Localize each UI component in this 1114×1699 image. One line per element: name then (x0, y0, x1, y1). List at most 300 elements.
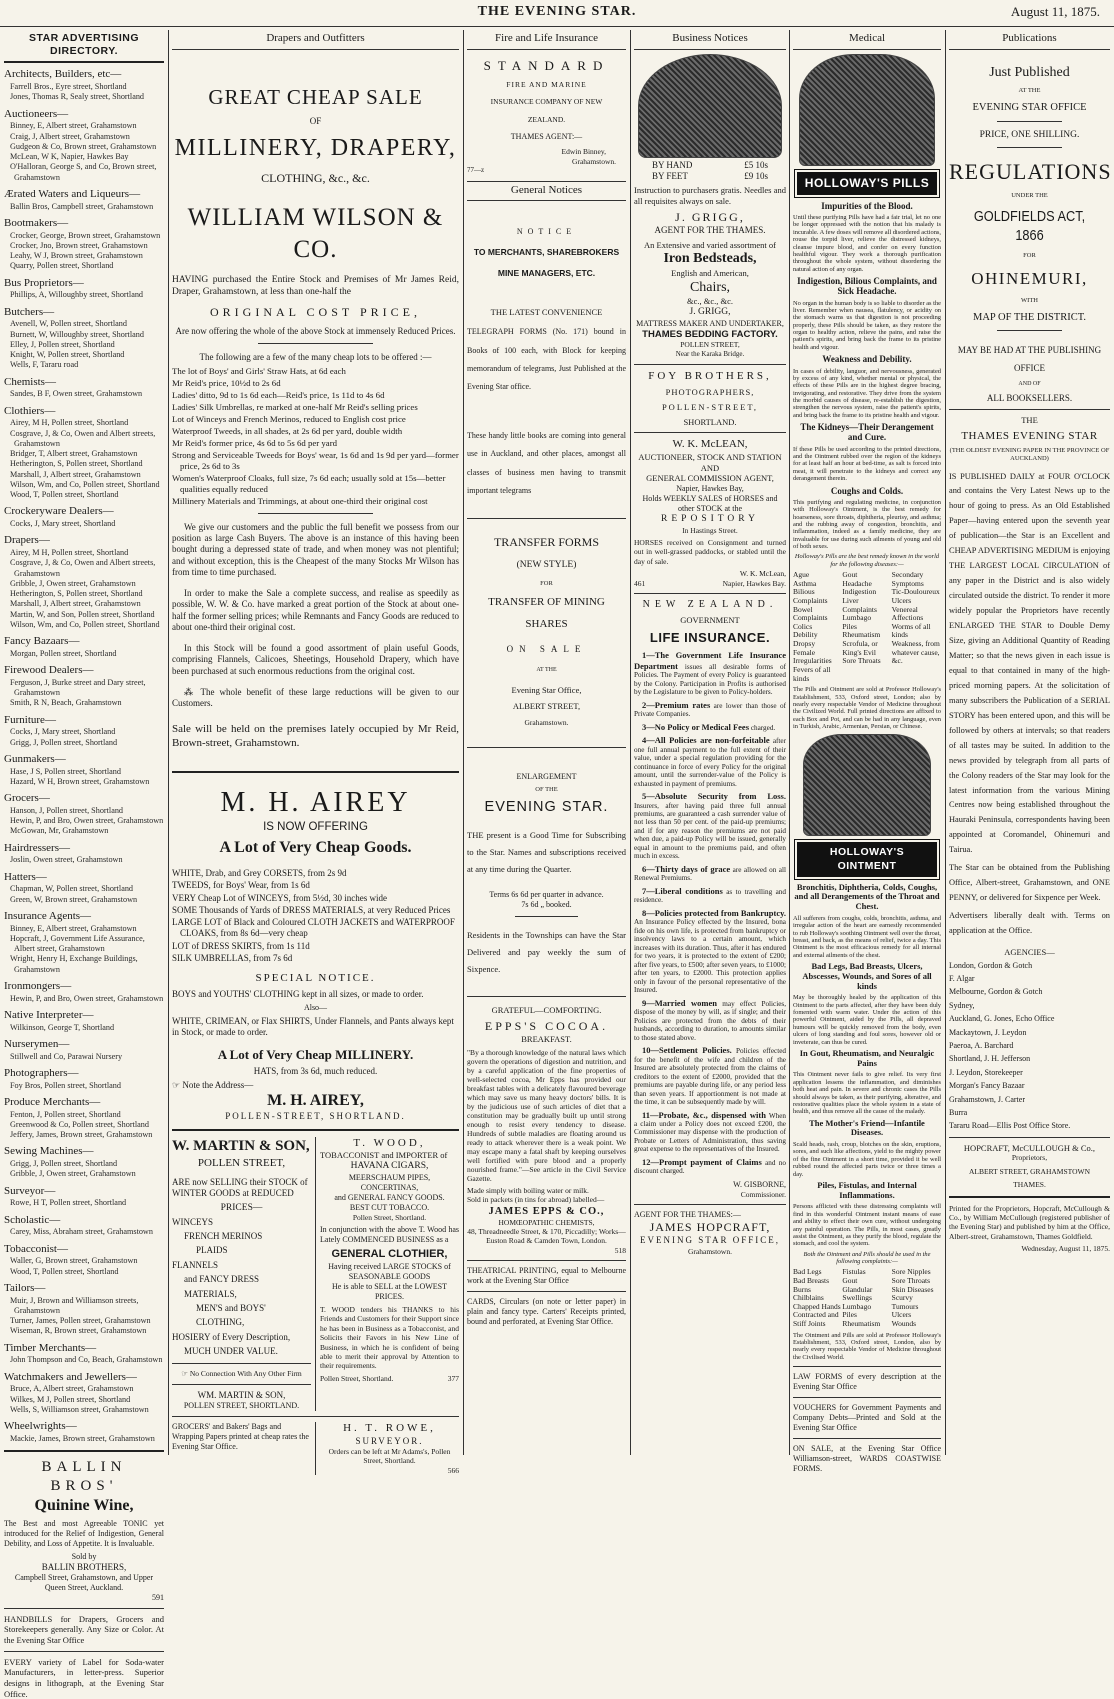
directory-entry: Leahy, W J, Brown street, Grahamstown (10, 251, 143, 260)
agent-address: Grahamstown. (572, 156, 616, 166)
advert-text: PHOTOGRAPHERS, (665, 387, 755, 398)
advert-text: BREAKFAST. (521, 1034, 572, 1045)
advert-text: OF THE (535, 786, 558, 794)
directory-entry: Rowe, H T, Pollen street, Shortland (10, 1198, 127, 1208)
medical-column (793, 30, 942, 1474)
advert-text: AGENT FOR THE THAMES:— (634, 1210, 741, 1220)
disease-item: Lumbago (842, 613, 872, 623)
policy-heading: 2—Premium rates (642, 699, 711, 710)
sewing-machine-advert (634, 54, 786, 207)
advert-text: AT THE (536, 667, 557, 674)
wards-forms-advert: ON SALE, at the Evening Star Office Williamson-street, WARDS COASTWISE FORMS. (793, 1444, 941, 1474)
policy-item (634, 700, 786, 719)
policy-text: as to travelling and residence. (634, 887, 786, 905)
advert-text: 7s 6d „ booked. (521, 899, 572, 909)
advert-text: T. WOOD tenders his THANKS to his Friends and Customers for their Support since he has been in Business as a Tobacconist, and Solicits their Favors in his New Line of Business, in which he is confident of being able to merit their approval by Attention to their requirements. (320, 1305, 459, 1371)
advert-title: SPECIAL NOTICE. (255, 972, 376, 985)
policy-text: may effect Policies, dispose of the money by will, as if single; and their Policies are protected from the debts of their husbands, according to duration, to amounts similar to those stated above. (634, 999, 787, 1042)
advert-text: Both the Ointment and Pills should be used in the following complaints:— (803, 1250, 931, 1265)
policy-text: Insurers, after having paid three full annual premiums, are guaranteed a cash surrender value of not less than 50 per cent. of the paid-up premiums; and if for any reason the premiums are not paid when due, a paid-up Policy will be issued, generally equal in amount to the premiums paid, and often much in excess. (634, 801, 786, 861)
advert-text: &c., &c., &c. (686, 296, 734, 306)
disease-item: Chapped Hands (793, 1301, 841, 1311)
advert-text: HORSES received on Consignment and turned out in well-grassed paddocks, or stabled until the day of sale. (634, 538, 786, 566)
directory-entry: Wilkes, M J, Pollen street, Shortland (10, 1394, 131, 1404)
advert-text: MATTRESS MAKER AND UNDERTAKER, (636, 318, 784, 328)
advert-text: UNDER THE (1011, 191, 1048, 199)
advert-title: THAMES BEDDING FACTORY. (642, 328, 778, 340)
advert-title: BALLIN BROS' (41, 1459, 127, 1494)
disease-item: Bilious Complaints (793, 587, 828, 605)
directory-entry: Hanson, J, Pollen street, Shortland (10, 805, 124, 815)
advert-text: The Star can be obtained from the Publishing Office, Albert-street, Grahamstown, and ONE PENNY, or delivered for Sixpence per Week. (949, 863, 1110, 903)
directory-category: Sewing Machines— (4, 1145, 94, 1158)
policy-item (634, 908, 786, 995)
column-rule (789, 30, 790, 1455)
advert-text: BOYS and YOUTHS' CLOTHING kept in all sizes, or made to order. (172, 988, 424, 999)
advert-text: ☞ No Connection With Any Other Firm (181, 1369, 302, 1379)
firm-name: J. GRIGG, (689, 306, 731, 317)
signature-title: Commissioner. (740, 1189, 786, 1199)
agencies-list (949, 961, 1110, 1132)
agency-item: Burra (949, 1107, 968, 1117)
directory-category: Scholastic— (4, 1213, 61, 1226)
advert-text: AT THE (1018, 87, 1041, 95)
disease-item: Lumbago (842, 1301, 872, 1311)
agency-item: Grahamstown, J. Carter (949, 1094, 1025, 1104)
firm-address: 48, Threadneedle Street, & 170, Piccadilly; Works—Euston Road & Camden Town, London. (467, 1227, 626, 1246)
advert-text: GENERAL COMMISSION AGENT, (646, 473, 774, 484)
directory-entry: Craig, J, Albert street, Grahamstown (10, 131, 130, 141)
disease-item: Colics (793, 621, 813, 631)
advert-title: A Lot of Very Cheap MILLINERY. (217, 1046, 414, 1062)
advert-text: Having received LARGE STOCKS of SEASONABLE GOODS (328, 1262, 451, 1282)
advert-text: The Best and most Agreeable TONIC yet introduced for the Relief of Indigestion, General Debility, and Loss of Appetite. It is Invaluable. (4, 1518, 164, 1548)
disease-item: Piles (842, 621, 857, 631)
policy-heading: 9—Married women (642, 997, 718, 1008)
agency-item: F. Algar (949, 974, 975, 984)
directory-category: Ærated Waters and Liqueurs— (4, 187, 141, 200)
goods-list-item: and FANCY DRESS MATERIALS, (184, 1274, 260, 1299)
directory-entry: Binney, E, Albert street, Grahamstown (10, 923, 137, 933)
advert-title: ENLARGEMENT (516, 772, 577, 782)
advert-title: GRATEFUL—COMFORTING. (491, 1004, 602, 1015)
proprietors-address: ALBERT STREET, GRAHAMSTOWN (968, 1166, 1090, 1176)
disease-item: Ague (793, 570, 810, 580)
complaint-list (793, 1268, 941, 1328)
martin-advert (172, 1137, 316, 1411)
disease-item: Venereal Affections (891, 604, 924, 623)
directory-category: Gunmakers— (4, 752, 66, 765)
directory-entry: Crocker, George, Brown street, Grahamstown (10, 230, 161, 240)
section-heading: Impurities of the Blood. (821, 200, 913, 211)
directory-category: Watchmakers and Jewellers— (4, 1370, 137, 1383)
drapers-column (172, 30, 459, 1475)
agency-item: J. Leydon, Storekeeper (949, 1067, 1023, 1077)
disease-item: Dropsy (793, 639, 816, 649)
holloway-crest-engraving (799, 54, 935, 166)
directory-entry: Wiseman, R, Brown street, Grahamstown (10, 1326, 147, 1336)
thames-evening-star-advert (949, 415, 1110, 1132)
advert-text: WHITE, CRIMEAN, or Flax SHIRTS, Under Flannels, and Pants always kept in Stock, or made to order. (172, 1016, 454, 1038)
directory-entry: Grigg, J, Pollen street, Shortland (10, 737, 118, 747)
advert-text: HATS, from 3s 6d, much reduced. (253, 1065, 378, 1076)
policy-heading: 7—Liberal conditions (642, 885, 723, 896)
directory-entry: Hetherington, S, Pollen street, Shortland (10, 459, 143, 469)
policy-heading: 6—Thirty days of grace (642, 863, 731, 874)
directory-entry: Farrell Bros., Eyre street, Shortland (10, 82, 127, 91)
directory-entry: Cosgrave, J, & Co, Owen and Albert streets, Grahamstown (10, 558, 156, 578)
directory-category: Bootmakers— (4, 216, 69, 229)
mclean-advert (634, 438, 786, 588)
goods-list-item: LOT of DRESS SKIRTS, from 1s 11d (172, 940, 310, 951)
advert-text: ALBERT STREET, (512, 701, 581, 712)
advert-text: HOMŒOPATHIC CHEMISTS, (498, 1217, 595, 1227)
disease-item: Fevers of all kinds (793, 664, 831, 683)
advert-text: Made simply with boiling water or milk. (467, 1185, 589, 1195)
policy-text: are lower than those of Private Companies. (634, 701, 786, 719)
product-name: Quinine Wine, (34, 1496, 134, 1514)
advert-text: HAVANA CIGARS, (350, 1161, 429, 1172)
directory-entry: McGowan, Mr, Grahamstown (10, 826, 109, 836)
directory-entry: Greenwood & Co, Pollen street, Shortland (10, 1119, 149, 1129)
advert-title: TO MERCHANTS, SHAREBROKERS (473, 247, 620, 258)
directory-column (4, 30, 164, 1699)
directory-category: Tobacconist— (4, 1242, 68, 1255)
disease-item: Piles (842, 1310, 857, 1320)
directory-category: Architects, Builders, etc— (4, 68, 122, 81)
directory-category: Butchers— (4, 305, 55, 318)
firm-name: WILLIAM WILSON & CO. (187, 204, 444, 263)
price-list-item: Mr Reid's former price, 4s 6d to 5s 6d per yard (172, 437, 338, 448)
directory-category: Grocers— (4, 792, 50, 804)
advert-title: GENERAL CLOTHIER, (331, 1248, 448, 1261)
telegraph-forms-notice (467, 227, 626, 500)
disease-item: Weakness, from whatever cause, &c. (891, 639, 940, 666)
advert-text: SURVEYOR. (355, 1435, 424, 1446)
two-column-adverts-bottom (172, 1422, 459, 1475)
holloways-pills-advert (793, 201, 941, 731)
disease-item: Fistulas (842, 1267, 866, 1277)
firm-name: W. K. McLEAN, (672, 438, 748, 451)
advert-text: All sufferers from coughs, colds, bronchitis, asthma, and irregular action of the heart are earnestly recommended to rub Holloway's soothing Ointment well over the throat, breast, and back, as the means of relief, twice a day. This Ointment is the most efficacious remedy for all internal and external ailments of the chest. (793, 914, 941, 959)
goods-list-item: SOME Thousands of Yards of DRESS MATERIALS, at very Reduced Prices (172, 904, 451, 915)
directory-entry: Martin, W, and Son, Pollen street, Shortland (10, 609, 155, 619)
directory-entry: Gudgeon & Co, Brown street, Grahamstown (10, 141, 157, 151)
proprietors-address: THAMES. (1013, 1180, 1046, 1190)
directory-entry: Hopcraft, J, Government Life Assurance, Albert street, Grahamstown (10, 933, 145, 953)
directory-entry: Wells, F, Tararu road (10, 360, 79, 370)
holloways-ointment-advert (793, 883, 941, 1362)
standard-insurance-advert (467, 58, 626, 175)
directory-entry: O'Halloran, George S, and Co, Brown street, Grahamstown (10, 162, 157, 182)
advert-text: Proprietors, (1011, 1153, 1048, 1163)
directory-category: Native Interpreter— (4, 1008, 94, 1021)
disease-item: Scurvy (891, 1293, 913, 1303)
advert-title: NOTICE (516, 227, 577, 237)
price-row (634, 160, 786, 171)
directory-entry: Knight, W, Pollen street, Shortland (10, 350, 125, 359)
advert-text: TELEGRAPH FORMS (No. 171) bound in Books of 100 each, with Block for keeping memorandum of telegrams, Just Published at the Evening Star office. (467, 327, 626, 392)
advert-title: MILLINERY, DRAPERY, (174, 135, 457, 162)
goods-list (172, 868, 459, 964)
advert-text: In this Stock will be found a good assortment of plain useful Goods, comprising Flannels, Calicoes, Sheetings, Household Drapery, which have been purchased at such enormous reductions from the original cost. (172, 643, 459, 676)
advert-number: 591 (152, 1592, 164, 1602)
goods-list-item: FLANNELS (172, 1259, 219, 1270)
directory-entry: John Thompson and Co, Beach, Grahamstown (10, 1355, 163, 1365)
advert-text: NEW ZEALAND. (642, 598, 778, 610)
column-heading: Fire and Life Insurance (467, 30, 626, 50)
regulations-advert (949, 64, 1110, 404)
section-heading: Coughs and Colds. (830, 485, 904, 496)
advert-title: MINE MANAGERS, ETC. (497, 268, 596, 278)
advert-text: Sold by (71, 1551, 97, 1561)
section-heading: The Mother's Friend—Infantile Diseases. (809, 1117, 925, 1138)
directory-entry: Carey, Miss, Abraham street, Grahamstown (10, 1227, 153, 1237)
holloways-pills-banner: HOLLOWAY'S PILLS (797, 172, 937, 195)
price-list-item: The lot of Boys' and Girls' Straw Hats, at 6d each (172, 366, 346, 376)
goods-list-item: FRENCH MERINOS (184, 1230, 263, 1241)
advert-text: ALL BOOKSELLERS. (986, 392, 1073, 403)
advert-text: In conjunction with the above T. Wood has Lately COMMENCED BUSINESS as a (320, 1225, 459, 1245)
firm-address: POLLEN-STREET, SHORTLAND. (225, 1111, 406, 1122)
disease-item: Bowel Complaints (793, 604, 828, 623)
agency-item: Auckland, G. Jones, Echo Office (949, 1014, 1055, 1024)
advert-text: Persons afflicted with these distressing complaints will find in this wonderful Ointment instant means of ease and ability to effect their own cure, without undergoing any painful operation. The Pills, in most cases, greatly assist the Ointment, as they purify the blood, regulate the stomach, and cool the system. (793, 1203, 941, 1248)
firm-name: J. GRIGG, (675, 209, 745, 224)
price-list-item: Lot of Winceys and French Merinos, reduced to English cost price (172, 413, 406, 424)
directory-category: Crockeryware Dealers— (4, 505, 114, 518)
policy-item (634, 1110, 786, 1154)
advert-text: MEERSCHAUM PIPES, CONCERTINAS, (348, 1172, 431, 1192)
policy-heading: 4—All Policies are non-forfeitable (642, 735, 770, 746)
policy-list (634, 650, 786, 1176)
advert-text: Sale will be held on the premises lately occupied by Mr Reid, Brown-street, Grahamstown. (172, 723, 459, 750)
advert-text: Scald heads, rash, croup, blotches on the skin, eruptions, sores, and such like affections, yield to the mighty power of the fine Ointment in a short time, provided it be well rubbed round the affected parts twice or three times a day. (793, 1141, 941, 1178)
policy-item (634, 1157, 786, 1176)
price-list (172, 366, 459, 507)
labels-advert: EVERY variety of Label for Soda-water Manufacturers, in letter-press. Superior designs in lithograph, at the Evening Star Office. (4, 1656, 164, 1699)
holloways-ointment-banner: HOLLOWAY'S OINTMENT (797, 842, 937, 876)
advert-title: REPOSITORY (661, 513, 759, 524)
price-row (634, 171, 786, 182)
grigg-advert (634, 210, 786, 359)
policy-heading: 3—No Policy or Medical Fees (642, 721, 750, 732)
disease-item: Tumours (891, 1301, 919, 1311)
directory-entry: Foy Bros, Pollen street, Shortland (10, 1080, 121, 1090)
column-heading: Drapers and Outfitters (172, 30, 459, 50)
agency-item: Mackaytown, J. Leydon (949, 1027, 1027, 1037)
goods-list-item: VERY Cheap Lot of WINCEYS, from 5½d, 30 inches wide (172, 892, 387, 903)
advert-text: GOVERNMENT (680, 615, 740, 626)
advert-text: ON SALE (506, 643, 587, 654)
firm-address: Pollen Street, Shortland. (320, 1373, 394, 1383)
advert-text: Terms 6s 6d per quarter in advance. (489, 889, 604, 899)
advert-text: In Hastings Street. (682, 525, 738, 535)
directory-entry: Chapman, W, Pollen street, Shortland (10, 884, 134, 894)
column-rule (630, 30, 631, 1455)
agencies-heading: AGENCIES— (1004, 947, 1055, 958)
firm-name: M. H. AIREY (220, 786, 411, 818)
advert-text: Are now offering the whole of the above Stock at immensely Reduced Prices. (175, 325, 456, 336)
masthead (0, 0, 1114, 27)
directory-entry: Gribble, J, Owen street, Grahamstown (10, 578, 136, 588)
policy-heading: 11—Probate, &c., dispensed with (642, 1109, 766, 1120)
price-list-item: Millinery Materials and Trimmings, at about one-third their original cost (172, 495, 428, 506)
advert-text: Also— (303, 1003, 328, 1013)
agency-item: Morgan's Fancy Bazaar (949, 1081, 1025, 1091)
directory-category: Clothiers— (4, 404, 56, 417)
directory-entry: Hewin, P, and Bro, Owen street, Grahamstown (10, 993, 164, 1003)
directory-entry: Marshall, J, Albert street, Grahamstown (10, 599, 141, 609)
price-list-item: Waterproof Tweeds, in all shades, at 2s 6d per yard, double width (172, 425, 403, 436)
disease-item: Female Irregularities (793, 647, 832, 666)
advert-number: 77—z (467, 165, 485, 174)
directory-entry: Waller, G, Brown street, Grahamstown (10, 1256, 138, 1266)
directory-category: Chemists— (4, 375, 56, 388)
directory-entry: Marshall, J, Albert street, Grahamstown (10, 469, 141, 479)
policy-heading: 5—Absolute Security from Loss. (642, 791, 786, 802)
firm-name: FOY BROTHERS, (648, 369, 772, 382)
policy-item (634, 864, 786, 883)
directory-entry: Grigg, J, Pollen street, Shortland (10, 1159, 118, 1168)
advert-text: AND OF (1018, 381, 1041, 388)
directory-entry: Airey, M H, Pollen street, Shortland (10, 418, 129, 428)
disease-item: Secondary Symptoms (891, 570, 924, 588)
directory-category: Surveyor— (4, 1184, 56, 1197)
advert-text: We give our customers and the public the full benefit we possess from our position as large Cash Buyers. The above is an instance of this having been bought during a depressed state of trade, and when money was not plentiful; and without exception, this is the Cheapest of the many Stocks Mr Wilson has from time to time purchased. (172, 521, 459, 577)
transfer-forms-advert (467, 535, 626, 727)
advert-text: In order to make the Sale a complete success, and realise as speedily as possible, W. W. & Co. have marked a great portion of the Stock at about one-half the former selling prices; while Remnants and Fancy Goods are reduced to about one-third their original cost. (172, 588, 459, 632)
directory-entry: Mackie, James, Brown street, Grahamstown (10, 1433, 155, 1443)
directory-entry: Cocks, J, Mary street, Shortland (10, 727, 116, 737)
column-heading: STAR ADVERTISING DIRECTORY. (4, 30, 164, 63)
directory-entry: Muir, J, Brown and Williamson streets, Grahamstown (10, 1295, 139, 1315)
publications-column (949, 30, 1110, 1455)
advert-number: 566 (447, 1465, 459, 1475)
advert-text: (THE OLDEST EVENING PAPER IN THE PROVINCE OF AUCKLAND) (949, 447, 1110, 463)
advert-text: He is able to SELL at the LOWEST PRICES. (331, 1282, 447, 1302)
directory-entry: Hewin, P, and Bro, Owen street, Grahamstown (10, 816, 164, 825)
price-list-item: Strong and Serviceable Tweeds for Boys' wear, 1s 6d and 1s 9d per yard—former price, 2s 6d to 3s (172, 449, 459, 471)
disease-item: Wounds (891, 1319, 917, 1329)
agency-item: Sydney, (949, 1000, 975, 1010)
two-column-adverts (172, 1137, 459, 1411)
foy-brothers-advert (634, 370, 786, 428)
firm-address: POLLEN STREET, SHORTLAND. (183, 1401, 300, 1411)
goods-list-item: MUCH UNDER VALUE. (184, 1346, 278, 1357)
advert-text: This Ointment never fails to give relief. Its very first application lessens the inflammation, and diminishes both heat and pain. In severe and chronic cases the Pills should always be taken, as their purifying, alterative, and restorative qualities place the whole system in a state of health, and thus remove all the cause of the malady. (793, 1071, 941, 1116)
agent-address: EVENING STAR OFFICE, (639, 1235, 781, 1246)
directory-category: Produce Merchants— (4, 1095, 101, 1108)
column-rule (463, 30, 464, 1455)
directory-entry: Hazard, W H, Brown street, Grahamstown (10, 776, 150, 786)
directory-category: Auctioneers— (4, 107, 69, 120)
directory-category: Furniture— (4, 713, 56, 726)
price-text: PRICE, ONE SHILLING. (979, 129, 1080, 140)
directory-entry: Gribble, J, Owen street, Grahamstown (10, 1169, 136, 1179)
directory-entry: Hetherington, S, Pollen street, Shortland (10, 589, 143, 598)
policy-item (634, 650, 786, 696)
disease-item: Sore Throats (842, 656, 881, 666)
firm-address: POLLEN-STREET, (661, 401, 759, 412)
advert-title: GREAT CHEAP SALE (208, 84, 423, 109)
firm-name: T. WOOD, (353, 1136, 426, 1149)
theatrical-printing-advert: THEATRICAL PRINTING, equal to Melbourne work at the Evening Star Office (467, 1266, 626, 1286)
advert-text: Orders can be left at Mr Adams's, Pollen Street, Shortland. (328, 1447, 451, 1466)
directory-entry: Green, W, Brown street, Grahamstown (10, 894, 138, 904)
goods-list-item: HOSIERY of Every Description, (172, 1331, 291, 1342)
directory-entry: Fenton, J, Pollen street, Shortland (10, 1109, 121, 1119)
section-heading: The Kidneys—Their Derangement and Cure. (800, 422, 934, 443)
law-forms-advert: LAW FORMS of every description at the Evening Star Office (793, 1372, 941, 1392)
advert-text: and GENERAL FANCY GOODS. (334, 1192, 445, 1202)
directory-entry: Avenell, W, Pollen street, Shortland (10, 319, 127, 329)
printer-imprint: Printed for the Proprietors, Hopcraft, McCullough & Co., by William McCullough (registered publisher of the Evening Star) and published by him at the Office, Albert-street, Grahamstown, Thames Goldfield. (949, 1203, 1110, 1241)
firm-name: STANDARD (483, 57, 610, 73)
directory-entry: Bridger, T, Albert street, Grahamstown (10, 449, 138, 458)
directory-entry: Quarry, Pollen street, Shortland (10, 261, 114, 271)
policy-item (634, 998, 786, 1042)
disease-item: Skin Diseases (891, 1284, 934, 1294)
advert-text: An Extensive and varied assortment of (644, 239, 776, 250)
directory-category: Timber Merchants— (4, 1341, 97, 1354)
advert-text: MAY BE HAD AT THE PUBLISHING OFFICE (957, 345, 1102, 374)
agency-item: Melbourne, Gordon & Gotch (949, 987, 1043, 997)
directory-entry: Burnett, W, Willoughby street, Shortland (10, 329, 144, 339)
directory-entry: Wilkinson, George T, Shortland (10, 1022, 115, 1032)
advert-text: WITH (1021, 296, 1038, 304)
section-heading: Bad Legs, Bad Breasts, Ulcers, Abscesses, Wounds, and Sores of all kinds (802, 961, 932, 991)
disease-item: Tic-Douloureux (891, 587, 940, 597)
policy-text: and no discount charged. (634, 1158, 786, 1176)
advert-text: ORIGINAL COST PRICE, (209, 304, 421, 319)
advert-text: AUCTIONEER, STOCK AND STATION AND (638, 451, 782, 473)
agency-item: Tararu Road—Ellis Post Office Store. (949, 1121, 1071, 1131)
directory-category: Photographers— (4, 1066, 79, 1079)
disease-item: Glandular Swellings (842, 1284, 873, 1303)
imprint-date: Wednesday, August 11, 1875. (1021, 1244, 1110, 1253)
policy-text: issues all desirable forms of Policies. The Payment of every Policy is guaranteed by the Colony. Participation in Profits is authorised by the Legislature to be given to Policy-holders. (634, 662, 786, 697)
rowe-advert (316, 1422, 459, 1475)
advert-title: GOLDFIELDS ACT, 1866 (973, 208, 1086, 244)
advert-text: This purifying and regulating medicine, in conjunction with Holloway's Ointment, is the best remedy for hoarseness, sore throats, diphtheria, pleurisy, and asthma; and the rubbing away of congestion, bronchitis, and inflammation, indeed as a family medicine, they are invaluable for use during such ailments of young and old of both sexes. (793, 498, 941, 551)
proprietors-name: HOPCRAFT, McCULLOUGH & Co., (963, 1142, 1096, 1153)
advert-title: MAP OF THE DISTRICT. (973, 312, 1086, 323)
advert-title: Just Published (989, 64, 1070, 80)
advert-text: THE (1021, 414, 1038, 425)
advert-text: No organ in the human body is so liable to disorder as the liver. Remember when nausea, flatulency, or acidity on the stomach warns us that digestion is not proceeding properly, these Pills should be taken, as they restore the organ to healthy action, relieve the pains, and raise the patient's spirits, and bring back the frame to its pristine health and vigour. (793, 299, 941, 351)
policy-item (634, 735, 786, 788)
advert-footer (320, 1374, 459, 1383)
firm-name: WM. MARTIN & SON, (197, 1389, 286, 1400)
advert-text: PRICES— (220, 1202, 263, 1213)
disease-item: Ulcers (891, 595, 912, 605)
policy-item (634, 791, 786, 861)
disease-item: Rheumatism (842, 1319, 881, 1329)
policy-heading: 10—Settlement Policies. (642, 1045, 732, 1056)
disease-item: Debility (793, 630, 818, 640)
goods-list-item: SILK UMBRELLAS, from 7s 6d (172, 952, 293, 963)
advert-text: IS PUBLISHED DAILY at FOUR O'CLOCK and contains the Very Latest News up to the hour of going to press. As an Old Established Paper—having entered upon the seventh year of publication—the Star is an Excellent and CHEAP ADVERTISING MEDIUM is enjoying THE LARGEST LOCAL CIRCULATION of any paper in the District and is also widely circulated outside the district. To render it more widely popular the Proprietors have recently ENLARGED THE STAR to Double Demy Size, giving an Additional Quantity of Reading Matter; so that the news given in each issue is equal to that contained in many of the high-priced morning papers. At the solicitation of many subscribers the Publication of a SERIAL STORY has been entered upon, and this will be followed by others at intervals; so that readers of all tastes may be suited. In addition to the news provided by telegraph from all parts of the Colony readers of the Star may look for the latest information from the various Mining Centres now being established throughout the Hauraki Peninsula, correspondents having been appointed at Coromandel, Ohinemuri and Tairua. (949, 471, 1110, 855)
advert-text: May be thoroughly healed by the application of this Ointment to the parts affected, after they have been duly fomented with warm water. Under the action of this powerful Ointment, aided by the Pills, all depraved humours will be quickly removed from the body, even ulcers of long standing and foul sores, however old or inveterate, can thus be cured. (793, 994, 941, 1046)
firm-address: Napier, Hawkes Bay. (722, 578, 786, 588)
goods-list (172, 1215, 311, 1359)
firm-name: JAMES EPPS & CO., (488, 1205, 605, 1217)
directory-entry: Binney, E, Albert street, Grahamstown (10, 121, 137, 131)
column-heading: Publications (949, 30, 1110, 50)
cards-advert: CARDS, Circulars (on note or letter paper) in plain and fancy type. Carters' Receipts printed, bound and perforated, at Evening Star Office. (467, 1297, 626, 1327)
advert-text: If these Pills be used according to the printed directions, and the Ointment rubbed over the region of the kidneys for at least half an hour at bed-time, as salt is forced into meat, it will penetrate to the kidneys and correct any derangement therein. (793, 445, 941, 483)
